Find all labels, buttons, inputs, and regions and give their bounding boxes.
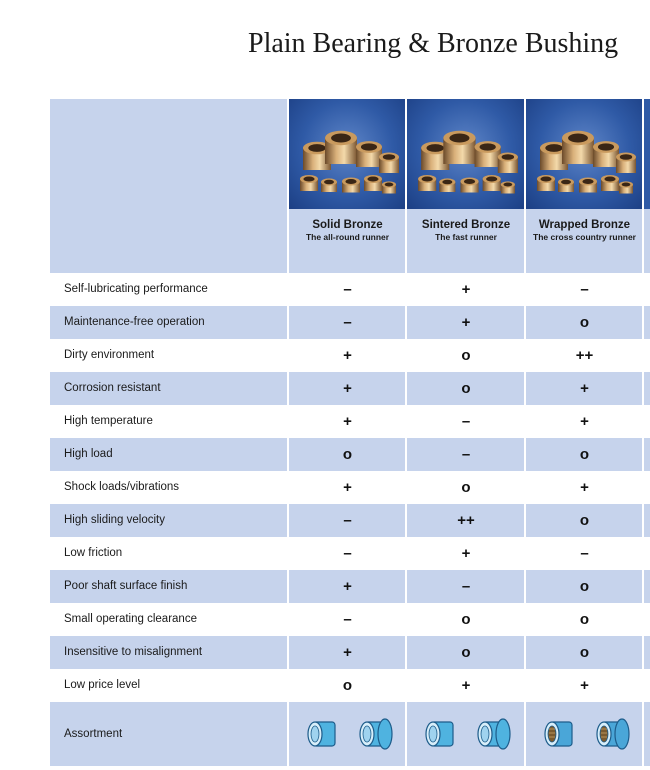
- plain-bushing-icon: [303, 714, 343, 754]
- row-label: Low friction: [64, 547, 123, 559]
- rating-cell: +: [343, 644, 352, 661]
- plain-bushing-icon: [421, 714, 461, 754]
- flanged-bushing-icon: [355, 714, 395, 754]
- table-row: [50, 636, 650, 669]
- rating-cell: +: [461, 314, 471, 331]
- rating-cell: –: [461, 413, 471, 430]
- rating-cell: –: [343, 314, 352, 331]
- column-subtitle: The fast runner: [435, 232, 497, 242]
- rating-cell: –: [580, 281, 589, 298]
- row-label: Shock loads/vibrations: [64, 481, 180, 493]
- rating-cell: –: [343, 545, 352, 562]
- rating-cell: o: [579, 314, 590, 331]
- rating-cell: +: [580, 677, 589, 694]
- column-divider: [287, 99, 289, 766]
- table-row: [50, 372, 650, 405]
- column-subtitle: The cross country runner: [533, 232, 636, 242]
- rating-cell: o: [342, 677, 353, 694]
- flanged-bushing-icon: [473, 714, 513, 754]
- column-title: Solid Bronze: [312, 219, 383, 231]
- rating-cell: o: [579, 512, 590, 529]
- column-divider: [642, 99, 644, 766]
- page-title: Plain Bearing & Bronze Bushing: [248, 28, 619, 59]
- rating-cell: –: [343, 281, 352, 298]
- rating-cell: o: [461, 644, 471, 661]
- rating-cell: o: [342, 446, 353, 463]
- rating-cell: +: [343, 413, 352, 430]
- rating-cell: o: [579, 578, 590, 595]
- product-photo: [526, 99, 643, 209]
- rating-cell: o: [461, 479, 471, 496]
- row-label: Maintenance-free operation: [64, 316, 205, 328]
- row-label: Dirty environment: [64, 349, 155, 361]
- row-label: Self-lubricating performance: [64, 283, 208, 295]
- rating-cell: –: [343, 512, 352, 529]
- rating-cell: –: [580, 545, 589, 562]
- rating-cell: +: [461, 677, 471, 694]
- table-row: [50, 471, 650, 504]
- rating-cell: o: [579, 446, 590, 463]
- table-row: [50, 669, 650, 702]
- column-title: Sintered Bronze: [421, 219, 511, 231]
- column-header-3: [526, 99, 643, 273]
- column-divider: [524, 99, 526, 766]
- rating-cell: ++: [457, 512, 475, 529]
- column-header-1: [289, 99, 406, 273]
- rating-cell: o: [579, 644, 590, 661]
- table-row: [50, 603, 650, 636]
- rating-cell: +: [343, 380, 352, 397]
- rating-cell: –: [343, 611, 352, 628]
- comparison-table: [50, 99, 650, 766]
- row-label: Low price level: [64, 679, 141, 691]
- column-divider: [405, 99, 407, 766]
- rating-cell: o: [461, 347, 471, 364]
- table-row: [50, 273, 650, 306]
- rating-cell: +: [343, 347, 352, 364]
- rating-cell: ++: [575, 347, 594, 364]
- rating-cell: o: [461, 611, 471, 628]
- rating-cell: o: [579, 611, 590, 628]
- table-row: [50, 537, 650, 570]
- product-photo: [407, 99, 525, 209]
- row-label: Small operating clearance: [64, 613, 197, 625]
- table-row: [50, 504, 650, 537]
- table-row: [50, 339, 650, 372]
- rating-cell: +: [343, 479, 352, 496]
- column-header-partial: [644, 99, 650, 209]
- assortment-row: [50, 702, 650, 766]
- row-label: Poor shaft surface finish: [64, 580, 188, 592]
- rating-cell: +: [580, 380, 589, 397]
- row-label: High sliding velocity: [64, 514, 165, 526]
- table-row: [50, 405, 650, 438]
- column-title: Wrapped Bronze: [538, 219, 631, 231]
- rating-cell: +: [580, 413, 589, 430]
- row-label: High temperature: [64, 415, 153, 427]
- column-subtitle: The all-round runner: [305, 232, 390, 242]
- column-header-2: [407, 99, 525, 273]
- rating-cell: –: [461, 446, 471, 463]
- wrapped-flanged-bushing-icon: [592, 714, 632, 754]
- rating-cell: o: [461, 380, 471, 397]
- row-label: Assortment: [64, 728, 123, 740]
- wrapped-bushing-icon: [540, 714, 580, 754]
- row-label: Insensitive to misalignment: [64, 646, 203, 658]
- rating-cell: +: [343, 578, 352, 595]
- rating-cell: +: [461, 545, 471, 562]
- table-row: [50, 306, 650, 339]
- rating-cell: +: [461, 281, 471, 298]
- table-row: [50, 570, 650, 603]
- row-label: High load: [64, 448, 113, 460]
- rating-cell: +: [580, 479, 589, 496]
- row-label: Corrosion resistant: [64, 382, 161, 394]
- rating-cell: –: [461, 578, 471, 595]
- table-row: [50, 438, 650, 471]
- product-photo: [289, 99, 406, 209]
